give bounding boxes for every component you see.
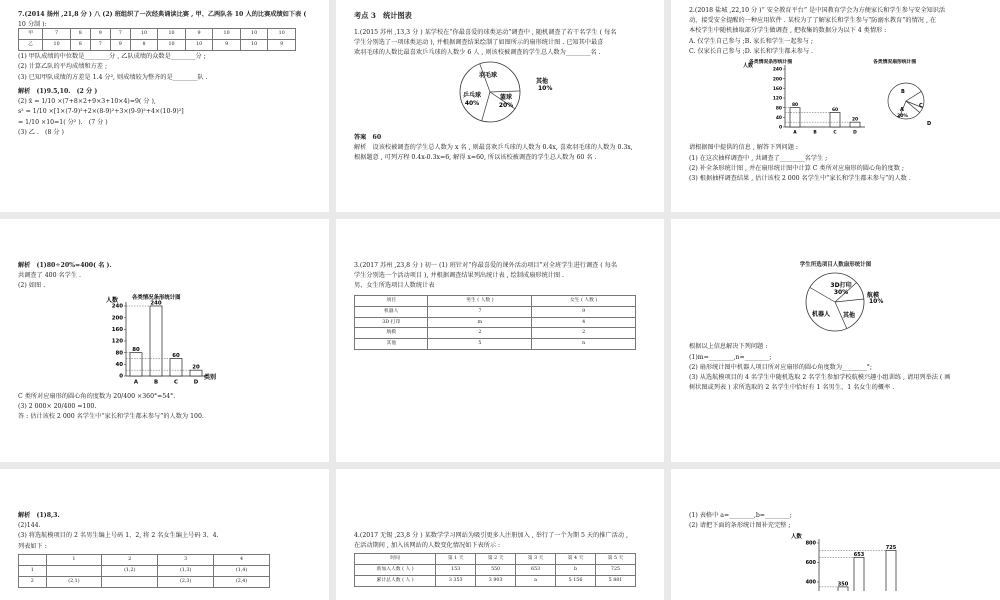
p4-y-label: 人数 bbox=[106, 296, 119, 304]
table-row bbox=[19, 40, 296, 51]
table-cell: (2,3) bbox=[158, 576, 214, 587]
bar-data-label: 80 bbox=[791, 103, 799, 109]
table-header-row bbox=[355, 295, 636, 306]
pie-label: A bbox=[900, 107, 904, 114]
p3-line-4: C. 仅家长自己参与 ;D. 家长和学生都未参与 . bbox=[689, 47, 814, 55]
page-3 bbox=[671, 0, 1000, 212]
table-header-cell: 第 4 天 bbox=[556, 554, 596, 565]
x-tick-label: A bbox=[133, 379, 139, 386]
p2-heading: 考点 3 统计图表 bbox=[354, 11, 412, 20]
bar-data-label: 60 bbox=[831, 108, 839, 114]
p2-line-4: 解析 设该校被调查的学生总人数为 x 名 , 则最喜欢乒乓球的人数为 0.4x, 喜欢羽毛球的人数为 0.3x, bbox=[354, 144, 633, 152]
table-header-cell: 女生 ( 人数 ) bbox=[532, 295, 636, 306]
bar bbox=[850, 122, 860, 127]
y-tick-label: 400 bbox=[805, 580, 816, 587]
p4-bar-title: 各类情况条形统计图 bbox=[132, 294, 181, 301]
y-tick-label: 200 bbox=[111, 314, 123, 321]
p6-line-4: 树状图或列表 ) 求所选取的 2 名学生中恰好有 1 名男生、1 名女生的概率 . bbox=[689, 384, 895, 392]
p4-x-label: 类别 bbox=[204, 373, 217, 381]
table-row bbox=[19, 576, 270, 587]
table-cell: 10 bbox=[43, 40, 71, 51]
x-tick-label: C bbox=[174, 379, 178, 386]
table-header-cell bbox=[19, 554, 47, 565]
table-cell: 7 bbox=[43, 29, 71, 40]
p8-line-0: 4.(2017 无锡 ,23,8 分 ) 某数学学习网站为吸引更多人注册加入 , 举行了一个为期 5 天的推广活动 , bbox=[354, 532, 628, 539]
y-tick-label: 40 bbox=[775, 116, 782, 122]
table-cell: 3 353 bbox=[436, 576, 476, 587]
p3-line-0: 2.(2018 盐城 ,22,10 分 )“ 安全教育平台” 是中国教育学会为方便家长和学生参与安全知识活 bbox=[689, 7, 946, 14]
p5-line-0: 3.(2017 苏州 ,23,8 分 ) 初一 (1) 班针对“你最喜爱的课外活动项目”对全班学生进行调查 ( 每名 bbox=[354, 262, 618, 269]
table-cell: 9 bbox=[90, 29, 110, 40]
page-9 bbox=[671, 469, 1000, 600]
bar-data-label: 20 bbox=[851, 117, 859, 123]
table-cell: 8 bbox=[70, 29, 90, 40]
p3-pie-title: 各类情况扇形统计图 bbox=[873, 60, 917, 66]
pie-label: 40% bbox=[464, 99, 480, 107]
y-tick-label: 40 bbox=[115, 361, 123, 368]
table-cell: 7 bbox=[428, 306, 532, 317]
p5-stats-table bbox=[354, 295, 636, 351]
table-header-cell: 4 bbox=[214, 554, 270, 565]
page-6 bbox=[671, 219, 1000, 462]
p7-line-3: 列表如下 : bbox=[18, 542, 47, 550]
p3-y-label: 人数 bbox=[743, 63, 754, 70]
table-cell: 5 bbox=[428, 339, 532, 350]
p3-line-6: (1) 在这次抽样调查中 , 共调查了________名学生 ; bbox=[689, 154, 828, 162]
table-cell: 2 bbox=[428, 328, 532, 339]
bar-data-label: 653 bbox=[853, 552, 865, 559]
table-row bbox=[355, 576, 636, 587]
table-row bbox=[355, 565, 636, 576]
table-row bbox=[19, 565, 270, 576]
table-header-cell: 第 3 天 bbox=[516, 554, 556, 565]
bar-data-label: 60 bbox=[172, 352, 180, 359]
pie-slice-divider bbox=[835, 299, 864, 302]
p3-bar-title: 各类情况条形统计图 bbox=[749, 60, 793, 66]
table-cell bbox=[102, 576, 158, 587]
table-cell: 9 bbox=[185, 29, 213, 40]
table-cell: 550 bbox=[476, 565, 516, 576]
table-cell: 1 bbox=[19, 565, 47, 576]
bar-data-label: 20 bbox=[192, 364, 200, 371]
table-header-cell: 第 2 天 bbox=[476, 554, 516, 565]
y-tick-label: 120 bbox=[772, 96, 782, 102]
p1-line-0: 7.(2014 扬州 ,21,8 分 ) 八 (2) 班组织了一次经典诵读比赛 , 甲、乙两队各 10 人的比赛成绩如下表 ( bbox=[18, 11, 307, 18]
p1-line-3: (2) 计算乙队的平均成绩和方差 ; bbox=[18, 63, 108, 71]
pie-label: C bbox=[919, 103, 923, 110]
table-cell: 9 bbox=[110, 40, 130, 51]
table-cell: 2 bbox=[19, 576, 47, 587]
p3-line-1: 动、接受安全提醒的一种应用软件 . 某校为了了解家长和学生参与“防溺水教育”的情况 , 在 bbox=[689, 17, 937, 25]
x-tick-label: B bbox=[153, 379, 159, 386]
bar bbox=[854, 558, 864, 592]
y-tick-label: 240 bbox=[772, 67, 782, 73]
table-cell: 8 bbox=[70, 40, 90, 51]
p1-line-7: s² = 1/10 ×[1×(7-9)²+2×(8-9)²+3×(9-9)²+4×(10-9)²] bbox=[18, 108, 184, 116]
table-cell: 乙 bbox=[19, 40, 43, 51]
table-header-cell: 时间 bbox=[355, 554, 436, 565]
table-cell: (1,2) bbox=[102, 565, 158, 576]
table-cell: 10 bbox=[268, 29, 296, 40]
pie-label: B bbox=[901, 89, 905, 96]
p4-bar-chart bbox=[18, 292, 238, 388]
table-cell: n bbox=[532, 339, 636, 350]
table-cell bbox=[46, 565, 102, 576]
table-cell: 10 bbox=[240, 40, 268, 51]
bar bbox=[130, 352, 142, 375]
table-cell: m bbox=[428, 317, 532, 328]
p8-line-1: 在活动期间 , 加入该网站的人数变化情况如下表所示 : bbox=[354, 542, 501, 550]
table-cell: 653 bbox=[516, 565, 556, 576]
p4-line-5: 答 : 估计该校 2 000 名学生中“家长和学生都未参与”的人数为 100. bbox=[18, 413, 204, 421]
p1-line-4: (3) 已知甲队成绩的方差是 1.4 分², 则成绩较为整齐的是________队 . bbox=[18, 73, 208, 81]
table-cell: 10 bbox=[158, 40, 186, 51]
p6-line-0: 根据以上信息解决下列问题 : bbox=[689, 343, 768, 351]
p7-list-table bbox=[18, 554, 270, 588]
p6-line-2: (2) 扇形统计图中机器人项目所对应扇形的圆心角度数为________°; bbox=[689, 363, 872, 371]
table-cell: 4 bbox=[532, 317, 636, 328]
table-cell: 5 881 bbox=[596, 576, 636, 587]
table-cell: b bbox=[556, 565, 596, 576]
page-7 bbox=[0, 469, 329, 600]
p1-line-9: (3) 乙 . (8 分 ) bbox=[18, 128, 64, 136]
p3-line-7: (2) 补全条形统计图 , 并在扇形统计图中计算 C 类所对应扇形的圆心角的度数 ; bbox=[689, 164, 904, 172]
y-tick-label: 600 bbox=[805, 560, 816, 567]
y-tick-label: 80 bbox=[115, 349, 123, 356]
p1-score-table bbox=[18, 28, 296, 51]
table-cell: 3 903 bbox=[476, 576, 516, 587]
table-cell: 10 bbox=[185, 40, 213, 51]
pie-label: 30% bbox=[833, 289, 849, 297]
table-cell: a bbox=[516, 576, 556, 587]
table-cell: 7 bbox=[90, 40, 110, 51]
page-4 bbox=[0, 219, 329, 462]
pie-label: 20% bbox=[498, 101, 514, 109]
p2-line-5: 根据题意 , 可列方程 0.4x-0.3x=6, 解得 x=60, 所以该校被调查的学生总人数为 60 名 . bbox=[354, 154, 597, 162]
bar bbox=[790, 108, 800, 127]
p3-line-5: 请根据图中提供的信息 , 解答下列问题 : bbox=[689, 144, 798, 152]
pie-slice-divider bbox=[490, 91, 520, 92]
table-cell: (1,4) bbox=[214, 565, 270, 576]
table-row bbox=[355, 306, 636, 317]
y-tick-label: 0 bbox=[119, 373, 123, 380]
table-cell: 9 bbox=[268, 40, 296, 51]
p6-line-1: (1)m=________,n=________; bbox=[689, 353, 772, 361]
table-cell: 3D 打印 bbox=[355, 317, 428, 328]
x-tick-label: A bbox=[793, 130, 797, 136]
pie-label: D bbox=[927, 121, 932, 128]
p2-line-0: 1.(2015 苏州 ,13,3 分 ) 某学校在“你最喜爱的球类运动”调查中 , 随机调查了若干名学生 ( 每名 bbox=[354, 28, 617, 36]
p2-line-2: 欢羽毛球的人数比最喜欢乒乓球的人数少 6 人 , 则该校被调查的学生总人数为________名 . bbox=[354, 49, 601, 57]
pie-slice-divider bbox=[906, 101, 920, 113]
bar bbox=[838, 587, 848, 591]
p9-bar-chart bbox=[689, 531, 981, 591]
p9-line-0: (1) 表格中 a=________,b=________; bbox=[689, 512, 792, 519]
page-1 bbox=[0, 0, 329, 212]
bar bbox=[170, 358, 182, 376]
table-cell: 153 bbox=[436, 565, 476, 576]
p1-line-2: (1) 甲队成绩的中位数是________分 , 乙队成绩的众数是________分 ; bbox=[18, 53, 206, 61]
table-header-cell: 第 1 天 bbox=[436, 554, 476, 565]
p4-line-4: (3) 2 000× 20/400 =100. bbox=[18, 403, 97, 411]
table-row bbox=[19, 29, 296, 40]
pie-label: 其他 bbox=[536, 77, 549, 85]
table-header-cell: 1 bbox=[46, 554, 102, 565]
table-cell: 9 bbox=[532, 306, 636, 317]
p2-pie-chart bbox=[354, 59, 646, 125]
p2-line-1: 学生分别选了一项球类运动 ), 并根据调查结果绘制了如图所示的扇形统计图 . 已知其中最喜 bbox=[354, 39, 604, 47]
table-header-cell: 男生 ( 人数 ) bbox=[428, 295, 532, 306]
p4-line-3: C 类所对应扇形的圆心角的度数为 20/400 ×360°=54°. bbox=[18, 392, 176, 400]
table-header-cell: 2 bbox=[102, 554, 158, 565]
p1-line-8: = 1/10 ×10=1( 分² ). (7 分 ) bbox=[18, 118, 108, 126]
p4-line-1: 共调查了 400 名学生 . bbox=[18, 272, 81, 280]
y-tick-label: 240 bbox=[111, 303, 123, 310]
table-cell: 其他 bbox=[355, 339, 428, 350]
p1-line-5: 解析 (1)9.5,10. (2 分 ) bbox=[18, 87, 98, 95]
table-cell: 10 bbox=[158, 29, 186, 40]
table-cell: (2,4) bbox=[214, 576, 270, 587]
p1-line-1: 10 分制 ): bbox=[18, 21, 47, 29]
table-cell: (2,1) bbox=[46, 576, 102, 587]
table-cell: 9 bbox=[213, 40, 241, 51]
y-tick-label: 0 bbox=[778, 125, 782, 131]
pie-label: 篮球 bbox=[499, 93, 513, 101]
table-cell: 10 bbox=[240, 29, 268, 40]
bar-data-label: 80 bbox=[132, 346, 140, 353]
table-header-row bbox=[19, 554, 270, 565]
p3-line-8: (3) 根据抽样调查结果 , 估计该校 2 000 名学生中“家长和学生都未参与”的人数 . bbox=[689, 175, 911, 183]
table-cell: 甲 bbox=[19, 29, 43, 40]
pie-slice-divider bbox=[906, 92, 921, 102]
table-header-cell: 3 bbox=[158, 554, 214, 565]
x-tick-label: D bbox=[193, 379, 199, 386]
pie-label: 20% bbox=[897, 114, 908, 120]
table-cell: (1,3) bbox=[158, 565, 214, 576]
p7-line-2: (3) 将选航模项目的 2 名男生编上号码 1、2, 将 2 名女生编上号码 3、4. bbox=[18, 532, 219, 540]
p3-charts bbox=[689, 57, 981, 139]
table-header-cell: 第 5 天 bbox=[596, 554, 636, 565]
table-cell: 5 156 bbox=[556, 576, 596, 587]
p1-table-wrap bbox=[18, 22, 311, 48]
page-2 bbox=[336, 0, 664, 212]
y-tick-label: 200 bbox=[772, 77, 782, 83]
bar-data-label: 240 bbox=[150, 300, 162, 307]
x-tick-label: C bbox=[833, 130, 837, 136]
p4-line-0: 解析 (1)80÷20%=400( 名 ). bbox=[18, 262, 112, 269]
table-cell: 7 bbox=[110, 29, 130, 40]
pie-slice-divider bbox=[482, 92, 490, 121]
pie-label: 10% bbox=[538, 84, 553, 92]
p7-line-1: (2)144. bbox=[18, 522, 41, 530]
table-cell: 新加入人数 ( 人 ) bbox=[355, 565, 436, 576]
table-cell: 8 bbox=[130, 40, 158, 51]
table-header-row bbox=[355, 554, 636, 565]
table-cell: 2 bbox=[532, 328, 636, 339]
pie-label: 其他 bbox=[842, 312, 856, 320]
bar bbox=[886, 551, 896, 592]
table-cell: 累计总人数 ( 人 ) bbox=[355, 576, 436, 587]
bar-data-label: 350 bbox=[837, 581, 849, 588]
table-header-cell: 项目 bbox=[355, 295, 428, 306]
p6-line-3: (3) 从选航模项目的 4 名学生中随机选取 2 名学生参加学校航模兴趣小组训练 , 请用列举法 ( 画 bbox=[689, 374, 951, 381]
p9-line-1: (2) 请把下面的条形统计图补充完整 ; bbox=[689, 522, 791, 530]
p5-line-1: 学生分别选一个活动项目 ), 并根据调查结果列出统计表 , 绘制成扇形统计图 . bbox=[354, 272, 564, 280]
bar bbox=[190, 370, 202, 376]
p3-line-3: A. 仅学生自己参与 ;B. 家长和学生一起参与 ; bbox=[689, 37, 813, 45]
p7-line-0: 解析 (1)8,3. bbox=[18, 512, 60, 519]
p4-line-2: (2) 如图 . bbox=[18, 282, 46, 290]
table-cell: 10 bbox=[213, 29, 241, 40]
table-cell: 725 bbox=[596, 565, 636, 576]
pie-slice-divider bbox=[810, 288, 835, 303]
table-cell: 10 bbox=[130, 29, 158, 40]
x-tick-label: D bbox=[853, 130, 857, 136]
bar-data-label: 725 bbox=[885, 545, 897, 552]
table-cell: 机器人 bbox=[355, 306, 428, 317]
bar bbox=[150, 306, 162, 376]
p6-pie-chart bbox=[689, 270, 981, 334]
p1-line-6: (2) x̄ = 1/10 ×(7+8×2+9×3+10×4)=9( 分 ), bbox=[18, 98, 156, 106]
y-tick-label: 120 bbox=[111, 338, 123, 345]
table-cell: 航模 bbox=[355, 328, 428, 339]
x-tick-label: B bbox=[813, 130, 817, 136]
pie-label: 3D打印 bbox=[830, 282, 852, 290]
y-tick-label: 160 bbox=[111, 326, 123, 333]
table-row bbox=[355, 328, 636, 339]
p8-signup-table bbox=[354, 553, 636, 587]
pie-label: 航模 bbox=[867, 292, 880, 300]
table-row bbox=[355, 317, 636, 328]
table-row bbox=[355, 339, 636, 350]
pie-label: 机器人 bbox=[811, 311, 831, 319]
y-tick-label: 800 bbox=[805, 541, 816, 548]
page-8 bbox=[336, 469, 664, 600]
page-5 bbox=[336, 219, 664, 462]
p2-line-3: 答案 60 bbox=[354, 133, 382, 141]
y-tick-label: 160 bbox=[772, 87, 782, 93]
bar bbox=[830, 113, 840, 128]
p9-y-label: 人数 bbox=[791, 534, 802, 541]
pie-label: 10% bbox=[869, 298, 884, 306]
p6-pie-title: 学生所选项目人数扇形统计图 bbox=[799, 262, 872, 268]
p3-line-2: 本校学生中随机抽取部分学生做调查 , 把收集的数据分为以下 4 类情形 : bbox=[689, 27, 887, 35]
p5-line-2: 男、女生所选项目人数统计表 bbox=[354, 282, 435, 290]
pie-label: 羽毛球 bbox=[478, 71, 498, 79]
pie-label: 乒乓球 bbox=[462, 91, 482, 99]
y-tick-label: 80 bbox=[775, 106, 782, 112]
